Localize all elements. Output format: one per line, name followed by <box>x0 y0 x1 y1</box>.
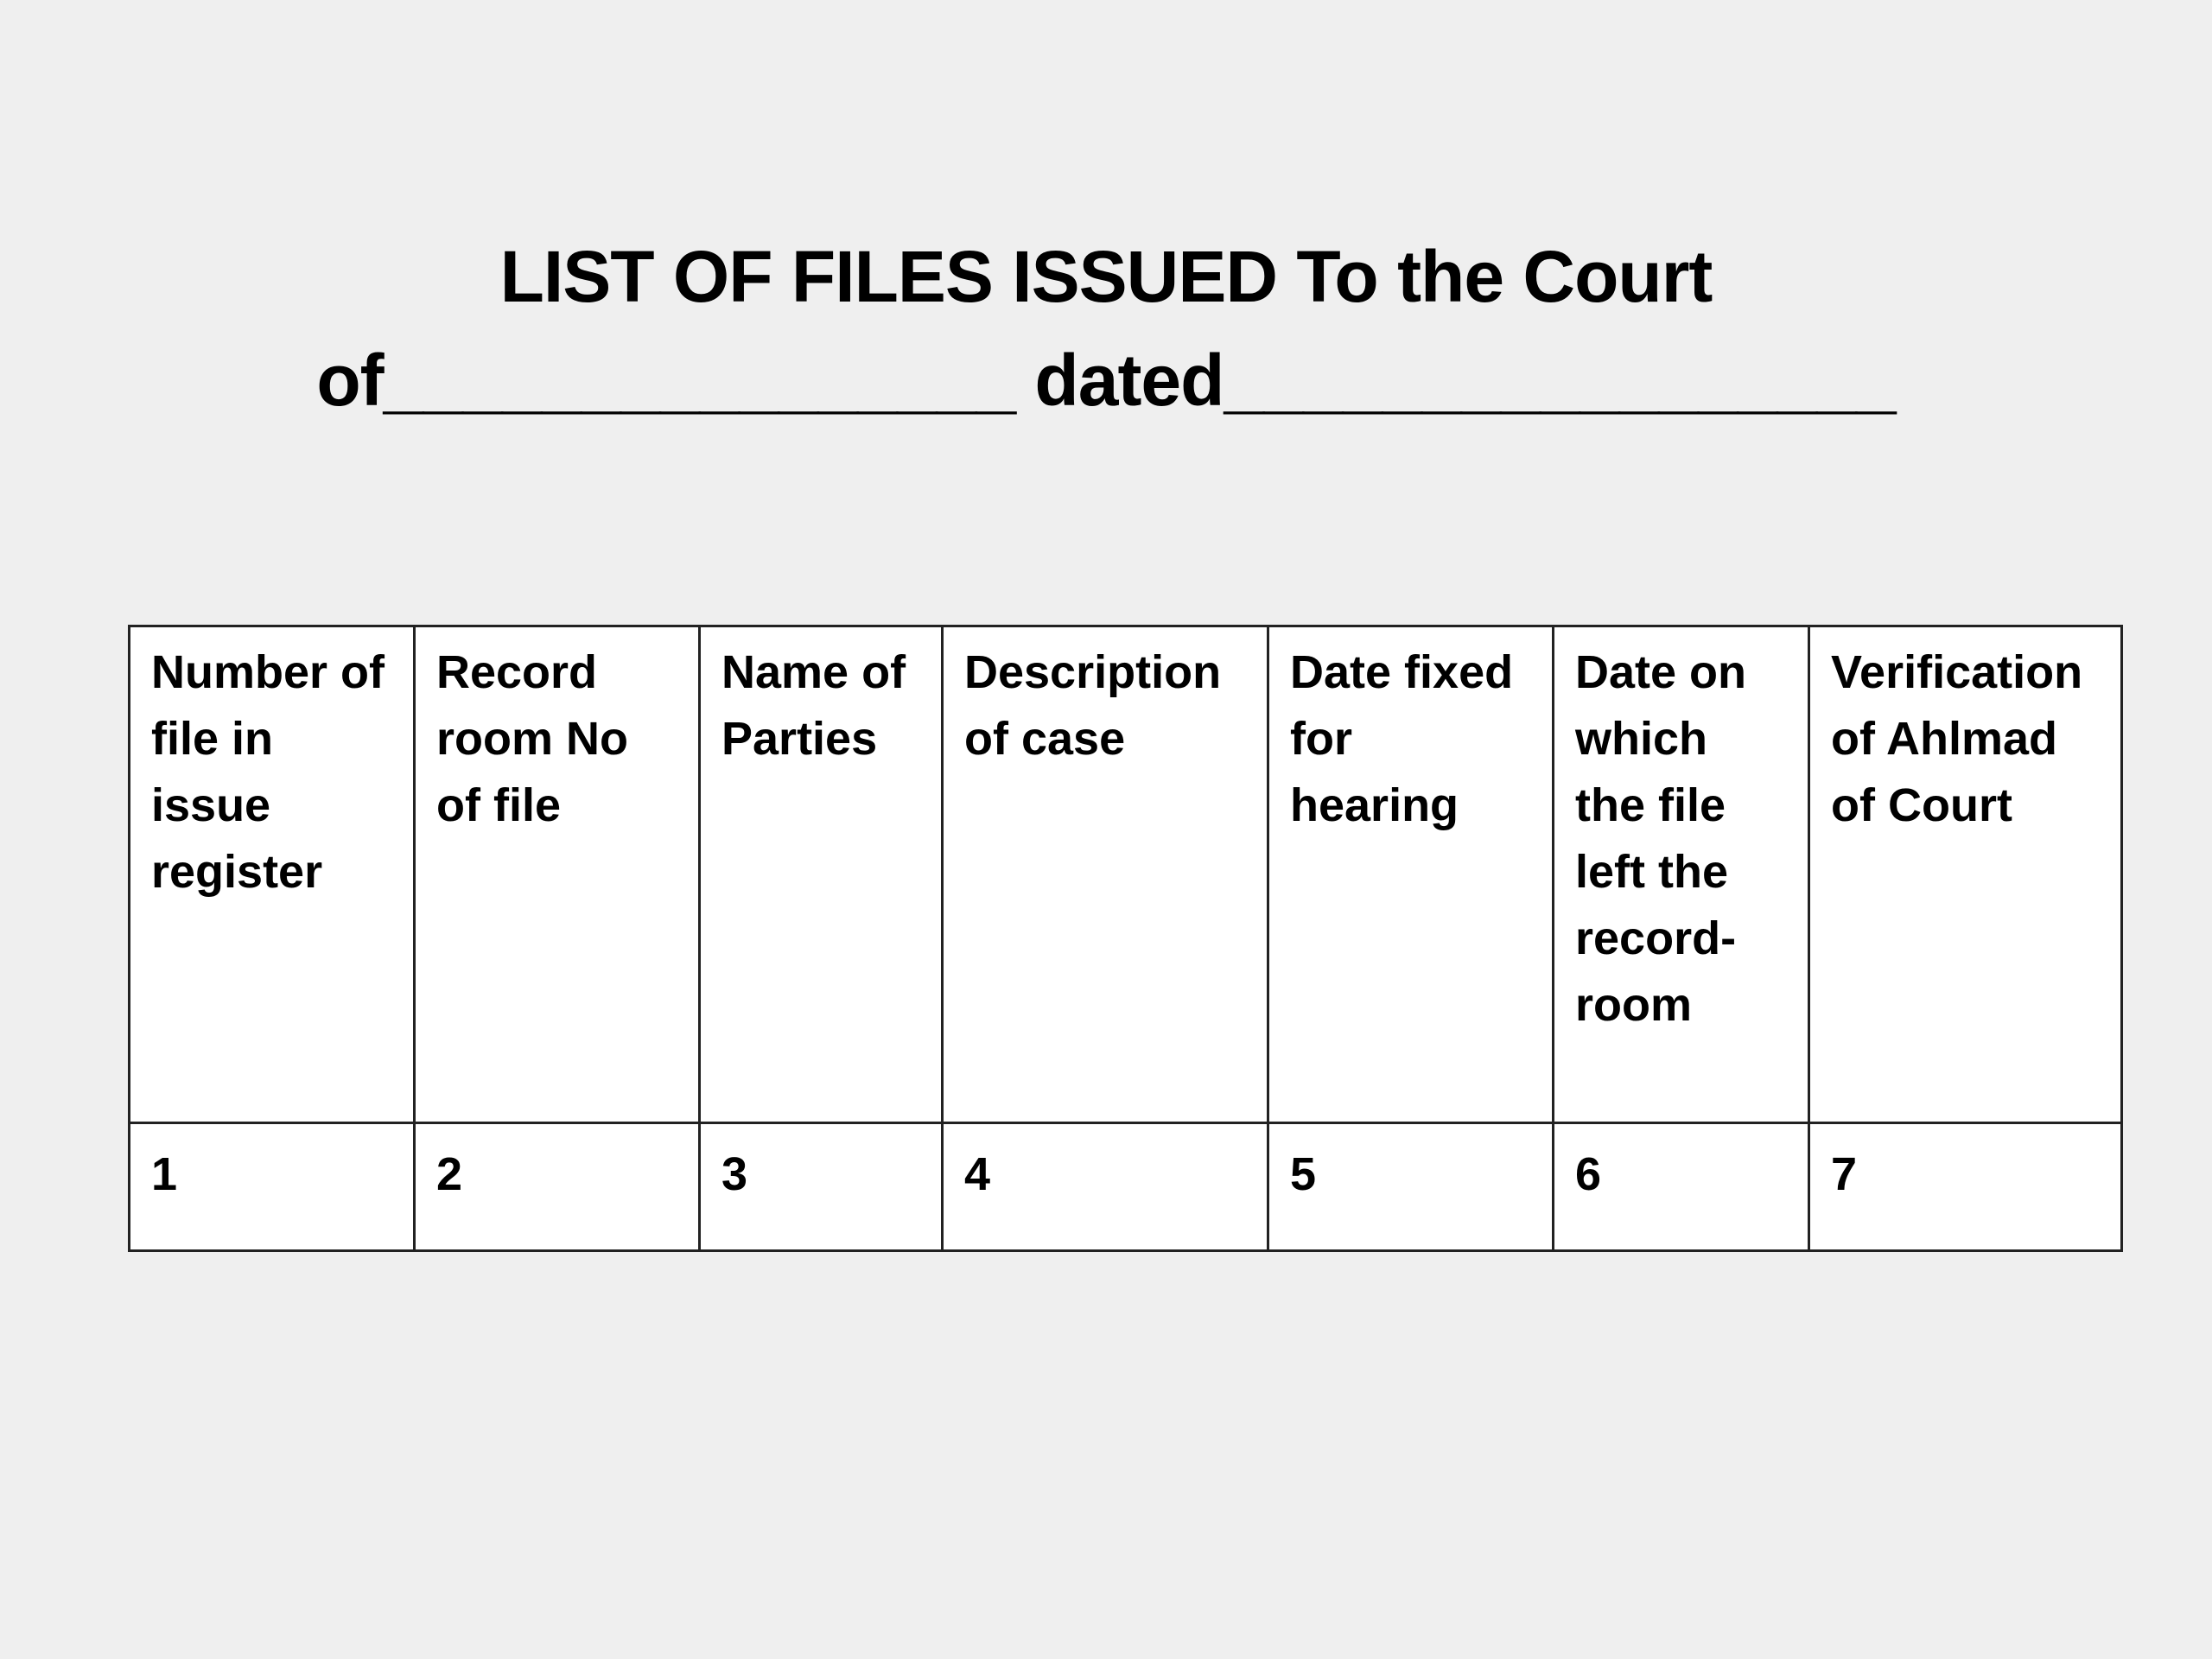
files-table <box>128 625 2123 1252</box>
title-line-1: LIST OF FILES ISSUED To the Court <box>499 236 1713 317</box>
table-row <box>130 1123 2122 1251</box>
column-number-cell: 6 <box>1554 1123 1809 1251</box>
column-number-cell: 7 <box>1809 1123 2122 1251</box>
header-cell-file-number: Number of file in issue register <box>130 626 415 1123</box>
column-number-cell: 3 <box>700 1123 943 1251</box>
column-number-cell: 1 <box>130 1123 415 1251</box>
column-number-cell: 5 <box>1268 1123 1554 1251</box>
header-cell-description: Description of case <box>943 626 1268 1123</box>
header-cell-verification: Verification of Ahlmad of Court <box>1809 626 2122 1123</box>
table-header-row <box>130 626 2122 1123</box>
header-cell-left-date: Date on which the file left the record-room <box>1554 626 1809 1123</box>
column-number-cell: 4 <box>943 1123 1268 1251</box>
header-cell-hearing-date: Date fixed for hearing <box>1268 626 1554 1123</box>
document-title <box>0 225 2212 432</box>
title-line-2: of________________ dated_________________ <box>316 340 1896 421</box>
header-cell-parties: Name of Parties <box>700 626 943 1123</box>
header-cell-record-room-no: Record room No of file <box>415 626 700 1123</box>
column-number-cell: 2 <box>415 1123 700 1251</box>
